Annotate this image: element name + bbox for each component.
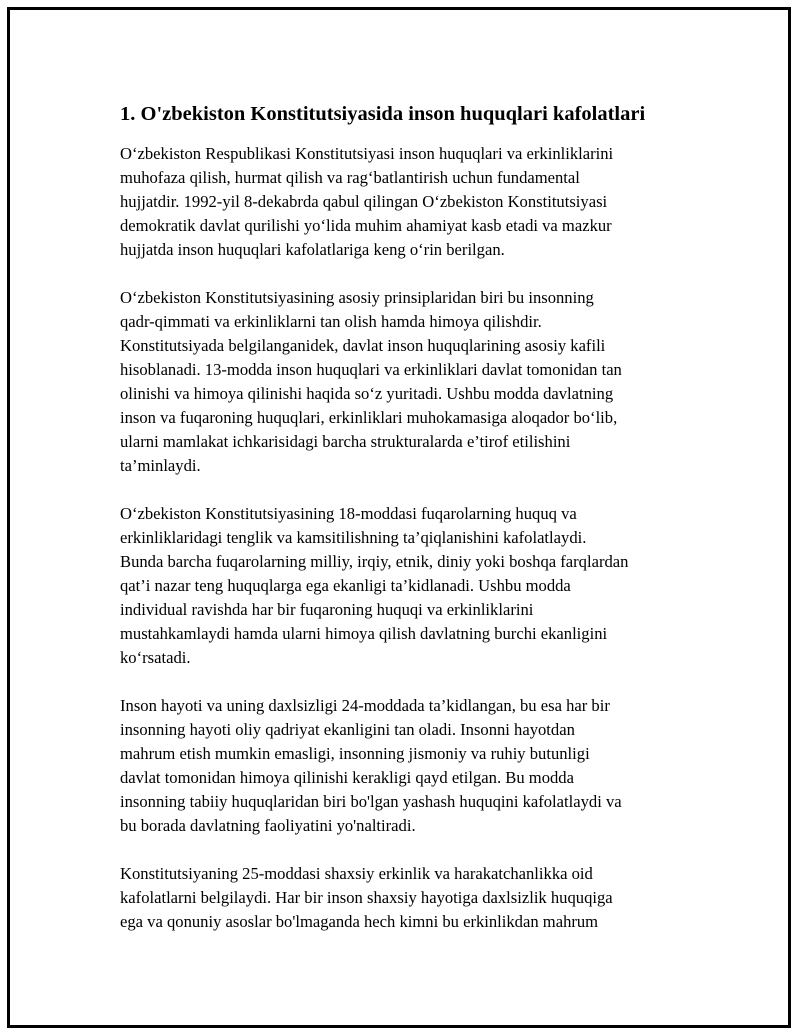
text-line: O‘zbekiston Konstitutsiyasining 18-moddasi fuqarolarning huquq va: [120, 504, 577, 523]
text-line: ega va qonuniy asoslar bo'lmaganda hech kimni bu erkinlikdan mahrum: [120, 912, 599, 931]
text-line: inson va fuqaroning huquqlari, erkinliklari muhokamasiga aloqador bo‘lib,: [120, 408, 618, 427]
text-line: insonning hayoti oliy qadriyat ekanligini tan oladi. Insonni hayotdan: [120, 720, 575, 739]
text-line: O‘zbekiston Konstitutsiyasining asosiy prinsiplaridan biri bu insonning: [120, 288, 594, 307]
text-line: demokratik davlat qurilishi yo‘lida muhim ahamiyat kasb etadi va mazkur: [120, 216, 612, 235]
paragraph-intro: [120, 142, 705, 262]
text-line: davlat tomonidan himoya qilinishi kerakligi qayd etilgan. Bu modda: [120, 768, 574, 787]
section-heading: 1. O'zbekiston Konstitutsiyasida inson huquqlari kafolatlari: [120, 103, 646, 125]
paragraph-article-24: [120, 694, 705, 838]
text-line: individual ravishda har bir fuqaroning huquqi va erkinliklarini: [120, 600, 534, 619]
text-line: insonning tabiiy huquqlaridan biri bo'lgan yashash huquqini kafolatlaydi va: [120, 792, 622, 811]
text-line: olinishi va himoya qilinishi haqida so‘z yuritadi. Ushbu modda davlatning: [120, 384, 614, 403]
text-line: hisoblanadi. 13-modda inson huquqlari va erkinliklari davlat tomonidan tan: [120, 360, 622, 379]
paragraph-article-25: [120, 862, 705, 934]
text-line: hujjatdir. 1992-yil 8-dekabrda qabul qilingan O‘zbekiston Konstitutsiyasi: [120, 192, 608, 211]
text-line: ko‘rsatadi.: [120, 648, 191, 667]
text-line: ta’minlaydi.: [120, 456, 201, 475]
text-line: Konstitutsiyada belgilanganidek, davlat inson huquqlarining asosiy kafili: [120, 336, 606, 355]
text-line: ularni mamlakat ichkarisidagi barcha strukturalarda e’tirof etilishini: [120, 432, 571, 451]
text-line: Bunda barcha fuqarolarning milliy, irqiy, etnik, diniy yoki boshqa farqlardan: [120, 552, 629, 571]
text-line: hujjatda inson huquqlari kafolatlariga keng o‘rin berilgan.: [120, 240, 505, 259]
text-line: erkinliklaridagi tenglik va kamsitilishning ta’qiqlanishini kafolatlaydi.: [120, 528, 587, 547]
page-frame: [7, 7, 791, 1028]
text-line: bu borada davlatning faoliyatini yo'naltiradi.: [120, 816, 416, 835]
document-body: [120, 100, 705, 958]
paragraph-principles: [120, 286, 705, 478]
text-line: kafolatlarni belgilaydi. Har bir inson shaxsiy hayotiga daxlsizlik huquqiga: [120, 888, 613, 907]
text-line: qadr-qimmati va erkinliklarni tan olish hamda himoya qilishdir.: [120, 312, 542, 331]
paragraph-article-18: [120, 502, 705, 670]
text-line: mustahkamlaydi hamda ularni himoya qilish davlatning burchi ekanligini: [120, 624, 608, 643]
text-line: qat’i nazar teng huquqlarga ega ekanligi ta’kidlanadi. Ushbu modda: [120, 576, 571, 595]
text-line: muhofaza qilish, hurmat qilish va rag‘batlantirish uchun fundamental: [120, 168, 580, 187]
text-line: O‘zbekiston Respublikasi Konstitutsiyasi inson huquqlari va erkinliklarini: [120, 144, 614, 163]
text-line: Konstitutsiyaning 25-moddasi shaxsiy erkinlik va harakatchanlikka oid: [120, 864, 593, 883]
text-line: Inson hayoti va uning daxlsizligi 24-moddada ta’kidlangan, bu esa har bir: [120, 696, 610, 715]
text-line: mahrum etish mumkin emasligi, insonning jismoniy va ruhiy butunligi: [120, 744, 590, 763]
